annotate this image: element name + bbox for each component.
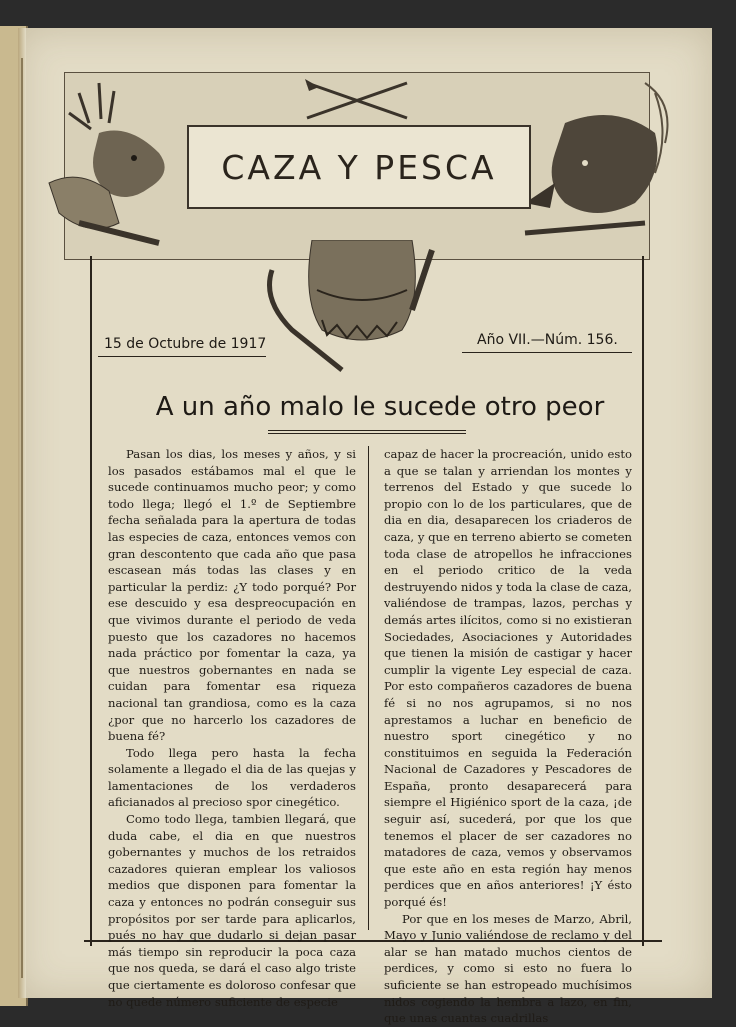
issue-number: Año VII.—Núm. 156. xyxy=(477,332,618,348)
magazine-title: CAZA Y PESCA xyxy=(221,147,497,187)
article-column-left xyxy=(108,446,356,1010)
article-headline: A un año malo le sucede otro peor xyxy=(155,392,605,422)
title-banner xyxy=(187,125,531,209)
masthead-engraving xyxy=(64,72,650,260)
paragraph: Por que en los meses de Marzo, Abril, Mayo y Junio valiéndose de reclamo y del alar se han matado muchos cientos de perdices, y como si esto no fuera lo suficiente se han estropeado muchísimos nidos cogiendo la hembra a lazo, en fin, que unas cuantas cuadrillas xyxy=(384,911,632,1026)
frame-right-line xyxy=(642,256,644,946)
crossed-spears-illustration xyxy=(297,73,417,123)
paragraph: Como todo llega, tambien llegará, que duda cabe, el dia en que nuestros gobernantes y muchos de los retraidos cazadores quieran emplear los valiosos medios que disponen para fomentar la caza y entonces no podrán conseguir sus propósitos por ser tarde para aplicarlos, pués no hay que dudarlo si dejan pasar más tiempo sin reproducir la poca caza que nos queda, se dará el caso algo triste que ciertamente es doloroso confesar que no quede número suficiente de especie xyxy=(108,812,356,1009)
frame-left-line xyxy=(90,256,92,946)
date-underline xyxy=(98,356,266,357)
column-divider xyxy=(368,446,369,930)
paragraph: capaz de hacer la procreación, unido esto a que se talan y arriendan los montes y terrenos del Estado y que sucede lo propio con lo de los particulares, que de dia en dia, desaparecen los criaderos de caza, y que en terreno abierto se cometen toda clase de atropellos he infracciones en el periodo critico de la veda destruyendo nidos y toda la clase de caza, valiéndose de trampas, lazos, perchas y demás artes ilícitos, como si no existieran Sociedades, Asociaciones y Autoridades que tienen la misión de castigar y hacer cumplir la vigente Ley especial de caza. Por esto compañeros cazadores de buena fé si no nos agrupamos, si no nos aprestamos a luchar en beneficio de nuestro sport cinegético y no constituimos en seguida la Federación Nacional de Cazadores y Pescadores de España, pronto desaparecerá para siempre el Higiénico sport de la caza, ¡de seguir así, sucederá, por que los que tenemos el placer de ser cazadores no matadores de caza, vemos y observamos que este año en esta región hay menos perdices que en años anteriores! ¡Y ésto porqué és! xyxy=(384,447,632,910)
game-bag-illustration xyxy=(262,240,452,380)
headline-underline xyxy=(268,430,466,431)
paragraph: Todo llega pero hasta la fecha solamente a llegado el dia de las quejas y lamentaciones de los verdaderos aficianados al precioso spor cinegético. xyxy=(108,745,356,810)
page-fold-line xyxy=(21,58,23,978)
headline-underline-2 xyxy=(268,433,466,434)
article-column-right xyxy=(384,446,632,1027)
paragraph: Pasan los dias, los meses y años, y si los pasados estábamos mal el que le sucede continuamos mucho peor; y como todo llega; llegó el 1.º de Septiembre fecha señalada para la apertura de todas las especies de caza, entonces vemos con gran descontento que cada año que pasa escasean más todas las clases y en particular la perdiz: ¿Y todo porqué? Por ese descuido y esa despreocupación en que vivimos durante el periodo de veda puesto que los cazadores no hacemos nada práctico por fomentar la caza, ya que nuestros gobernantes en nada se cuidan para fomentar esa riqueza nacional tan grandiosa, como es la caza ¿por que no harcerlo los cazadores de buena fé? xyxy=(108,447,356,744)
issue-date: 15 de Octubre de 1917 xyxy=(104,336,267,352)
stag-head-illustration xyxy=(39,73,209,259)
issue-underline xyxy=(462,352,632,353)
